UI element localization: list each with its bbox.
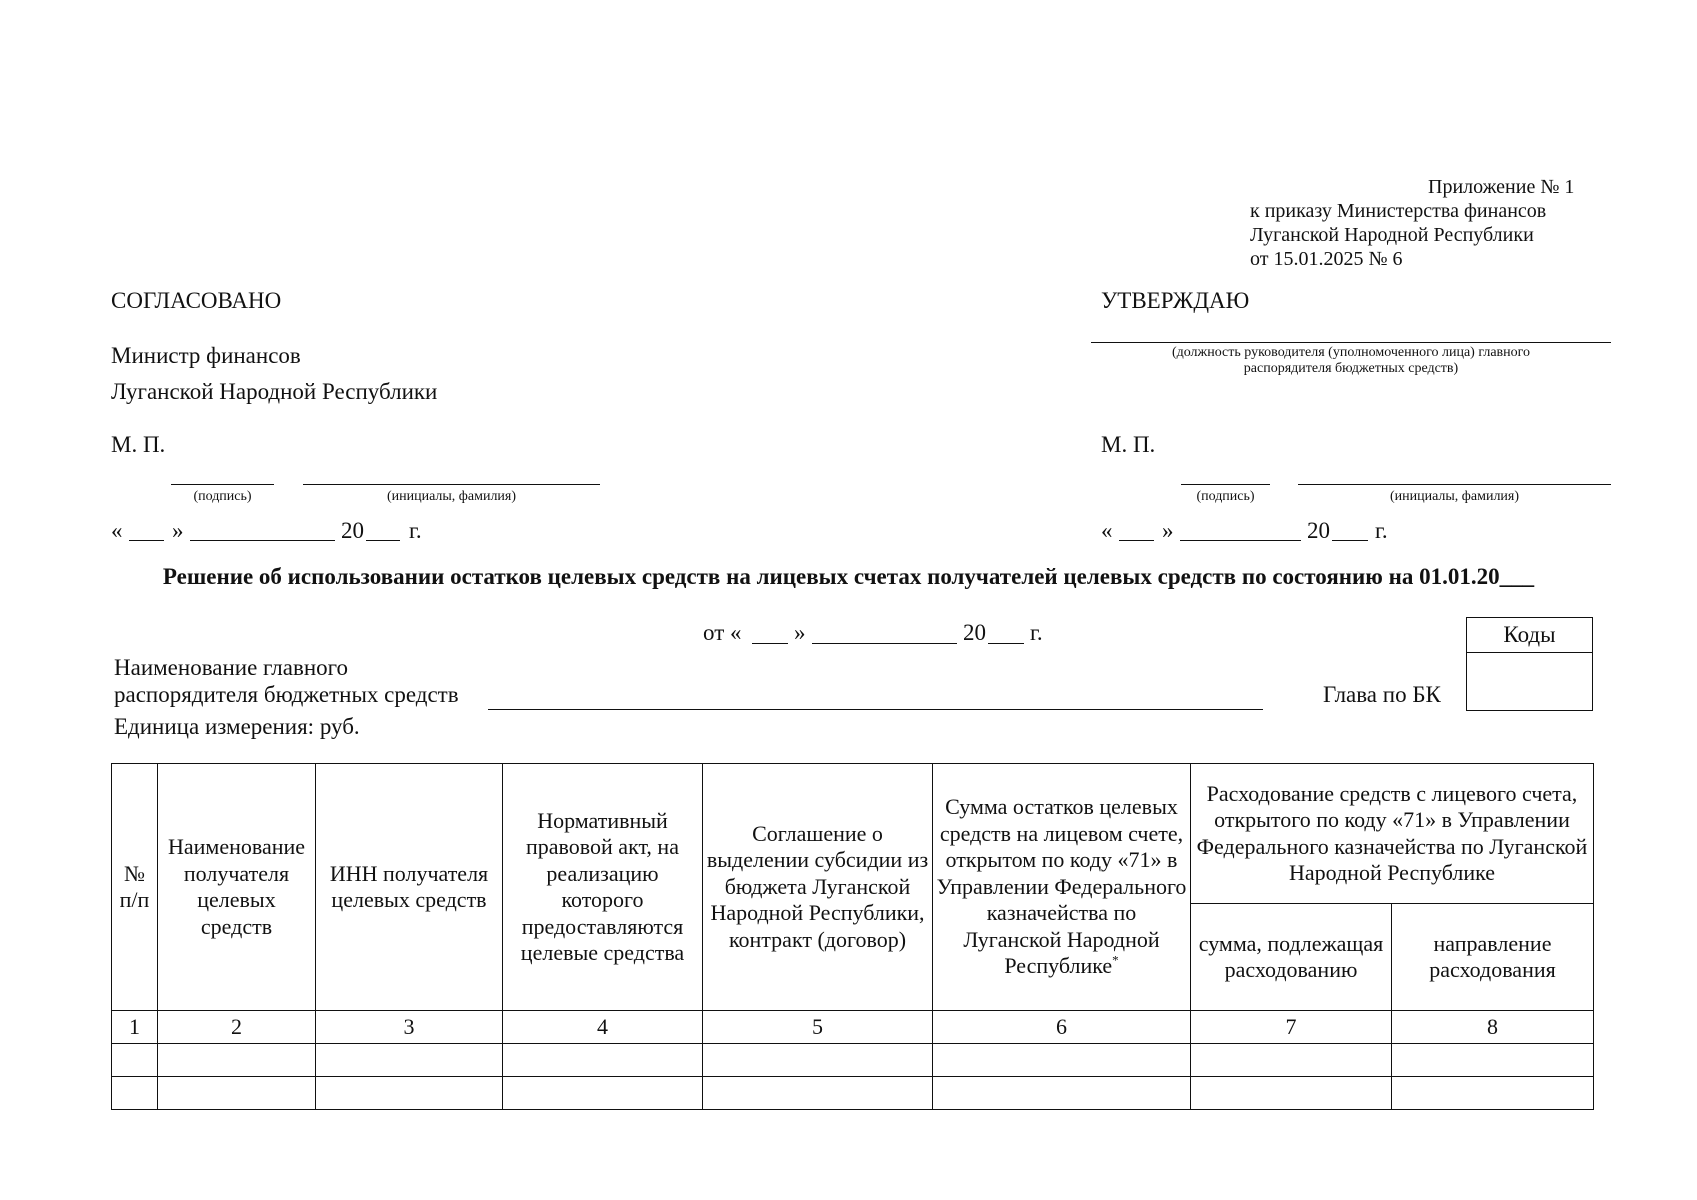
- header-col-spending-direction: направление расходования: [1392, 904, 1594, 1011]
- stamp-label-right: М. П.: [1101, 432, 1156, 457]
- doc-month-field[interactable]: [812, 643, 957, 644]
- document-title: Решение об использовании остатков целевых средств на лицевых счетах получателей целевых средств по состоянию на 01.01.20___: [162, 564, 1535, 589]
- table-cell[interactable]: [1191, 1044, 1392, 1077]
- month-field-right[interactable]: [1180, 540, 1301, 541]
- approve-heading: УТВЕРЖДАЮ: [1101, 288, 1250, 313]
- gr-label-line-1: Наименование главного: [114, 655, 349, 680]
- header-col-recipient-name: Наименование получателя целевых средств: [158, 764, 316, 1011]
- header-col-number: № п/п: [112, 764, 158, 1011]
- table-row: [112, 1044, 1594, 1077]
- codes-header: Коды: [1467, 618, 1592, 653]
- position-line-right[interactable]: [1091, 342, 1611, 343]
- table-cell[interactable]: [933, 1044, 1191, 1077]
- header-col-legal-act: Нормативный правовой акт, на реализацию которого предоставляются целевые средства: [503, 764, 703, 1011]
- name-line-right[interactable]: [1298, 484, 1611, 485]
- signature-line-right[interactable]: [1181, 484, 1270, 485]
- column-number-row: [112, 1011, 1594, 1044]
- appendix-line-2: к приказу Министерства финансов: [1250, 200, 1547, 222]
- year-prefix-right: 20: [1307, 518, 1330, 543]
- signature-caption-right: (подпись): [1196, 489, 1255, 504]
- table-cell[interactable]: [1392, 1044, 1594, 1077]
- doc-year-suffix: г.: [1030, 620, 1043, 645]
- doc-date-prefix: от «: [703, 620, 742, 645]
- signature-caption-left: (подпись): [193, 489, 252, 504]
- year-suffix-left: г.: [409, 518, 422, 543]
- bk-label: Глава по БК: [1323, 682, 1441, 707]
- day-field-right[interactable]: [1119, 540, 1154, 541]
- table-cell[interactable]: [316, 1044, 503, 1077]
- minister-position-line-1: Министр финансов: [111, 343, 301, 368]
- date-close-left: »: [172, 518, 184, 543]
- gr-label-line-2: распорядителя бюджетных средств: [114, 682, 459, 707]
- bk-code-cell[interactable]: [1467, 653, 1592, 709]
- signature-line-left[interactable]: [171, 484, 274, 485]
- agreed-heading: СОГЛАСОВАНО: [111, 288, 282, 313]
- date-close-right: »: [1162, 518, 1174, 543]
- table-cell[interactable]: [503, 1077, 703, 1110]
- table-cell[interactable]: [1191, 1077, 1392, 1110]
- minister-position-line-2: Луганской Народной Республики: [111, 379, 438, 404]
- date-open-left: «: [111, 518, 123, 543]
- header-group-spending: Расходование средств с лицевого счета, открытого по коду «71» в Управлении Федерального казначейства по Луганской Народной Республике: [1191, 764, 1594, 904]
- col-number-cell: 5: [703, 1011, 933, 1044]
- appendix-line-3: Луганской Народной Республики: [1250, 224, 1534, 246]
- footnote-mark: *: [1112, 952, 1119, 968]
- header-col-inn: ИНН получателя целевых средств: [316, 764, 503, 1011]
- month-field-left[interactable]: [190, 540, 335, 541]
- year-suffix-right: г.: [1375, 518, 1388, 543]
- date-open-right: «: [1101, 518, 1113, 543]
- unit-label: Единица измерения: руб.: [114, 714, 360, 739]
- position-caption-line-2: распорядителя бюджетных средств): [1243, 361, 1459, 376]
- codes-box: [1466, 617, 1593, 711]
- doc-year-prefix: 20: [963, 620, 986, 645]
- table-cell[interactable]: [503, 1044, 703, 1077]
- remaining-sum-text: Сумма остатков целевых средств на лицевом счете, открытом по коду «71» в Управлении Федерального казначейства по Луганской Народной Республике: [936, 794, 1187, 979]
- col-number-cell: 2: [158, 1011, 316, 1044]
- doc-day-field[interactable]: [752, 643, 788, 644]
- table-row: [112, 1077, 1594, 1110]
- gr-name-field[interactable]: [488, 709, 1263, 710]
- col-number-cell: 1: [112, 1011, 158, 1044]
- year-field-right[interactable]: [1332, 540, 1368, 541]
- table-cell[interactable]: [1392, 1077, 1594, 1110]
- table-cell[interactable]: [316, 1077, 503, 1110]
- position-caption-line-1: (должность руководителя (уполномоченного лица) главного: [1171, 345, 1531, 360]
- col-number-cell: 6: [933, 1011, 1191, 1044]
- table-cell[interactable]: [158, 1044, 316, 1077]
- table-cell[interactable]: [158, 1077, 316, 1110]
- header-col-sum-to-spend: сумма, подлежащая расходованию: [1191, 904, 1392, 1011]
- table-cell[interactable]: [112, 1044, 158, 1077]
- col-number-cell: 8: [1392, 1011, 1594, 1044]
- col-number-cell: 7: [1191, 1011, 1392, 1044]
- table-cell[interactable]: [703, 1077, 933, 1110]
- year-prefix-left: 20: [341, 518, 364, 543]
- name-caption-right: (инициалы, фамилия): [1389, 489, 1520, 504]
- appendix-line-1: Приложение № 1: [1428, 176, 1575, 198]
- year-field-left[interactable]: [366, 540, 400, 541]
- name-line-left[interactable]: [303, 484, 600, 485]
- col-number-cell: 4: [503, 1011, 703, 1044]
- header-col-agreement: Соглашение о выделении субсидии из бюджета Луганской Народной Республики, контракт (договор): [703, 764, 933, 1011]
- table-cell[interactable]: [703, 1044, 933, 1077]
- name-caption-left: (инициалы, фамилия): [386, 489, 517, 504]
- doc-year-field[interactable]: [988, 643, 1024, 644]
- stamp-label-left: М. П.: [111, 432, 166, 457]
- doc-date-close: »: [794, 620, 806, 645]
- col-number-cell: 3: [316, 1011, 503, 1044]
- remaining-funds-table: [111, 763, 1594, 1110]
- appendix-line-4: от 15.01.2025 № 6: [1250, 248, 1403, 270]
- table-cell[interactable]: [933, 1077, 1191, 1110]
- table-cell[interactable]: [112, 1077, 158, 1110]
- day-field-left[interactable]: [129, 540, 164, 541]
- header-col-remaining-sum: [933, 764, 1191, 1011]
